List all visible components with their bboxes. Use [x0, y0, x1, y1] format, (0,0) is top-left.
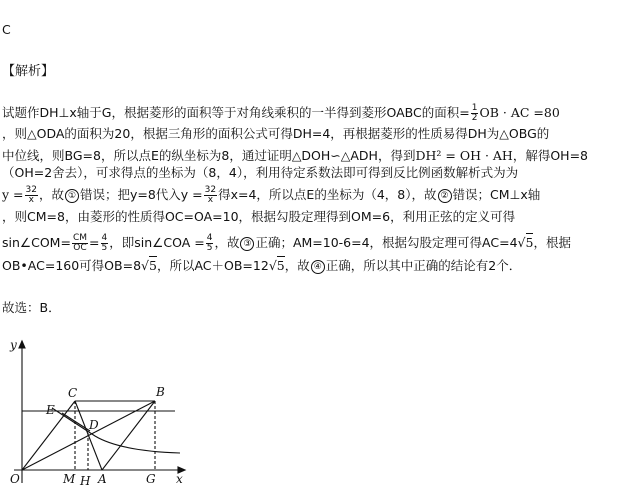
text: sin∠COM= [2, 235, 71, 250]
denominator: 5 [101, 243, 108, 253]
line-ED [62, 413, 90, 431]
numerator: 32 [25, 185, 37, 195]
y-axis-arrow [19, 341, 25, 348]
conclusion-line: 故选：B． [2, 300, 61, 315]
solution-line-7 [2, 234, 571, 253]
text: 错误；把y=8代入y = [79, 187, 203, 202]
fraction [206, 234, 214, 253]
fraction-half [471, 104, 479, 123]
label-G: G [146, 472, 156, 486]
solution-line-4: （OH=2舍去），可求得点的坐标为（8，4），利用待定系数法即可得到反比例函数解析式为为 [2, 165, 519, 180]
denominator: x [28, 195, 34, 205]
denominator: OC [73, 243, 87, 253]
fraction [204, 186, 217, 205]
fraction [25, 186, 38, 205]
numerator: 1 [471, 103, 478, 113]
sqrt-symbol: √ [517, 235, 526, 250]
label-E: E [46, 403, 55, 417]
numerator: 32 [204, 185, 217, 195]
answer-letter: C [2, 22, 11, 37]
circled-1: ① [65, 189, 79, 203]
text: ，故 [284, 258, 310, 273]
hyperbola [52, 408, 180, 453]
label-D: D [89, 418, 99, 432]
solution-line-2: ，则△ODA的面积为20，根据三角形的面积公式可得DH=4，再根据菱形的性质易得DH为△OBG的 [2, 126, 550, 141]
solution-line-3 [2, 148, 588, 164]
sqrt-symbol: √ [141, 258, 149, 273]
sqrt-radicand: 5 [525, 235, 534, 250]
label-A: A [98, 472, 107, 486]
text: 试题作DH⊥x轴于G，根据菱形的面积等于对角线乘积的一半得到菱形OABC的面积= [2, 105, 470, 120]
text: 错误；CM⊥x轴 [452, 187, 541, 202]
text: ，根据 [533, 235, 571, 250]
geometry-figure [0, 333, 200, 503]
text: ，所以AC＋OB=12 [156, 258, 269, 273]
sqrt-symbol: √ [268, 258, 277, 273]
label-B: B [156, 385, 165, 399]
solution-line-8 [2, 258, 521, 274]
text: ，即sin∠COA = [109, 235, 205, 250]
numerator: 4 [101, 233, 108, 243]
solution-line-1 [2, 104, 560, 123]
denominator: 2 [471, 113, 478, 123]
analysis-heading: 【解析】 [2, 64, 55, 79]
fraction [101, 234, 109, 253]
numerator: 4 [206, 233, 213, 243]
text: ，故 [214, 235, 240, 250]
sqrt-radicand: 5 [149, 258, 157, 273]
fraction [72, 234, 88, 253]
label-y: y [10, 338, 17, 352]
label-x: x [176, 472, 183, 486]
text: OB•AC=160可得OB=8 [2, 258, 142, 273]
text: = [89, 235, 100, 250]
text: OB · AC =80 [479, 105, 560, 120]
circled-2: ② [438, 189, 452, 203]
numerator: CM [72, 233, 88, 243]
label-C: C [68, 386, 78, 400]
denominator: x [207, 195, 214, 205]
denominator: 5 [206, 243, 213, 253]
solution-line-5 [2, 186, 540, 205]
text: 得x=4，所以点E的坐标为（4，8），故 [218, 187, 437, 202]
label-H: H [80, 474, 91, 488]
text: 正确；AM=10-6=4，根据勾股定理可得AC=4 [255, 235, 518, 250]
text: ，故 [38, 187, 64, 202]
circled-3: ③ [240, 237, 254, 251]
text: ，解得OH=8 [512, 148, 588, 163]
circled-4: ④ [311, 260, 325, 274]
text: 正确，所以其中正确的结论有2个． [325, 258, 522, 273]
text: y = [2, 187, 24, 202]
formula: DH² = OH · AH [415, 148, 513, 163]
label-O: O [10, 472, 20, 486]
solution-line-6: ，则CM=8，由菱形的性质得OC=OA=10，根据勾股定理得到OM=6，利用正弦的定义可得 [2, 209, 516, 224]
label-M: M [63, 472, 76, 486]
sqrt-radicand: 5 [276, 258, 285, 273]
text: 中位线，则BG=8，所以点E的纵坐标为8，通过证明△DOH∽△ADH，得到 [2, 148, 416, 163]
